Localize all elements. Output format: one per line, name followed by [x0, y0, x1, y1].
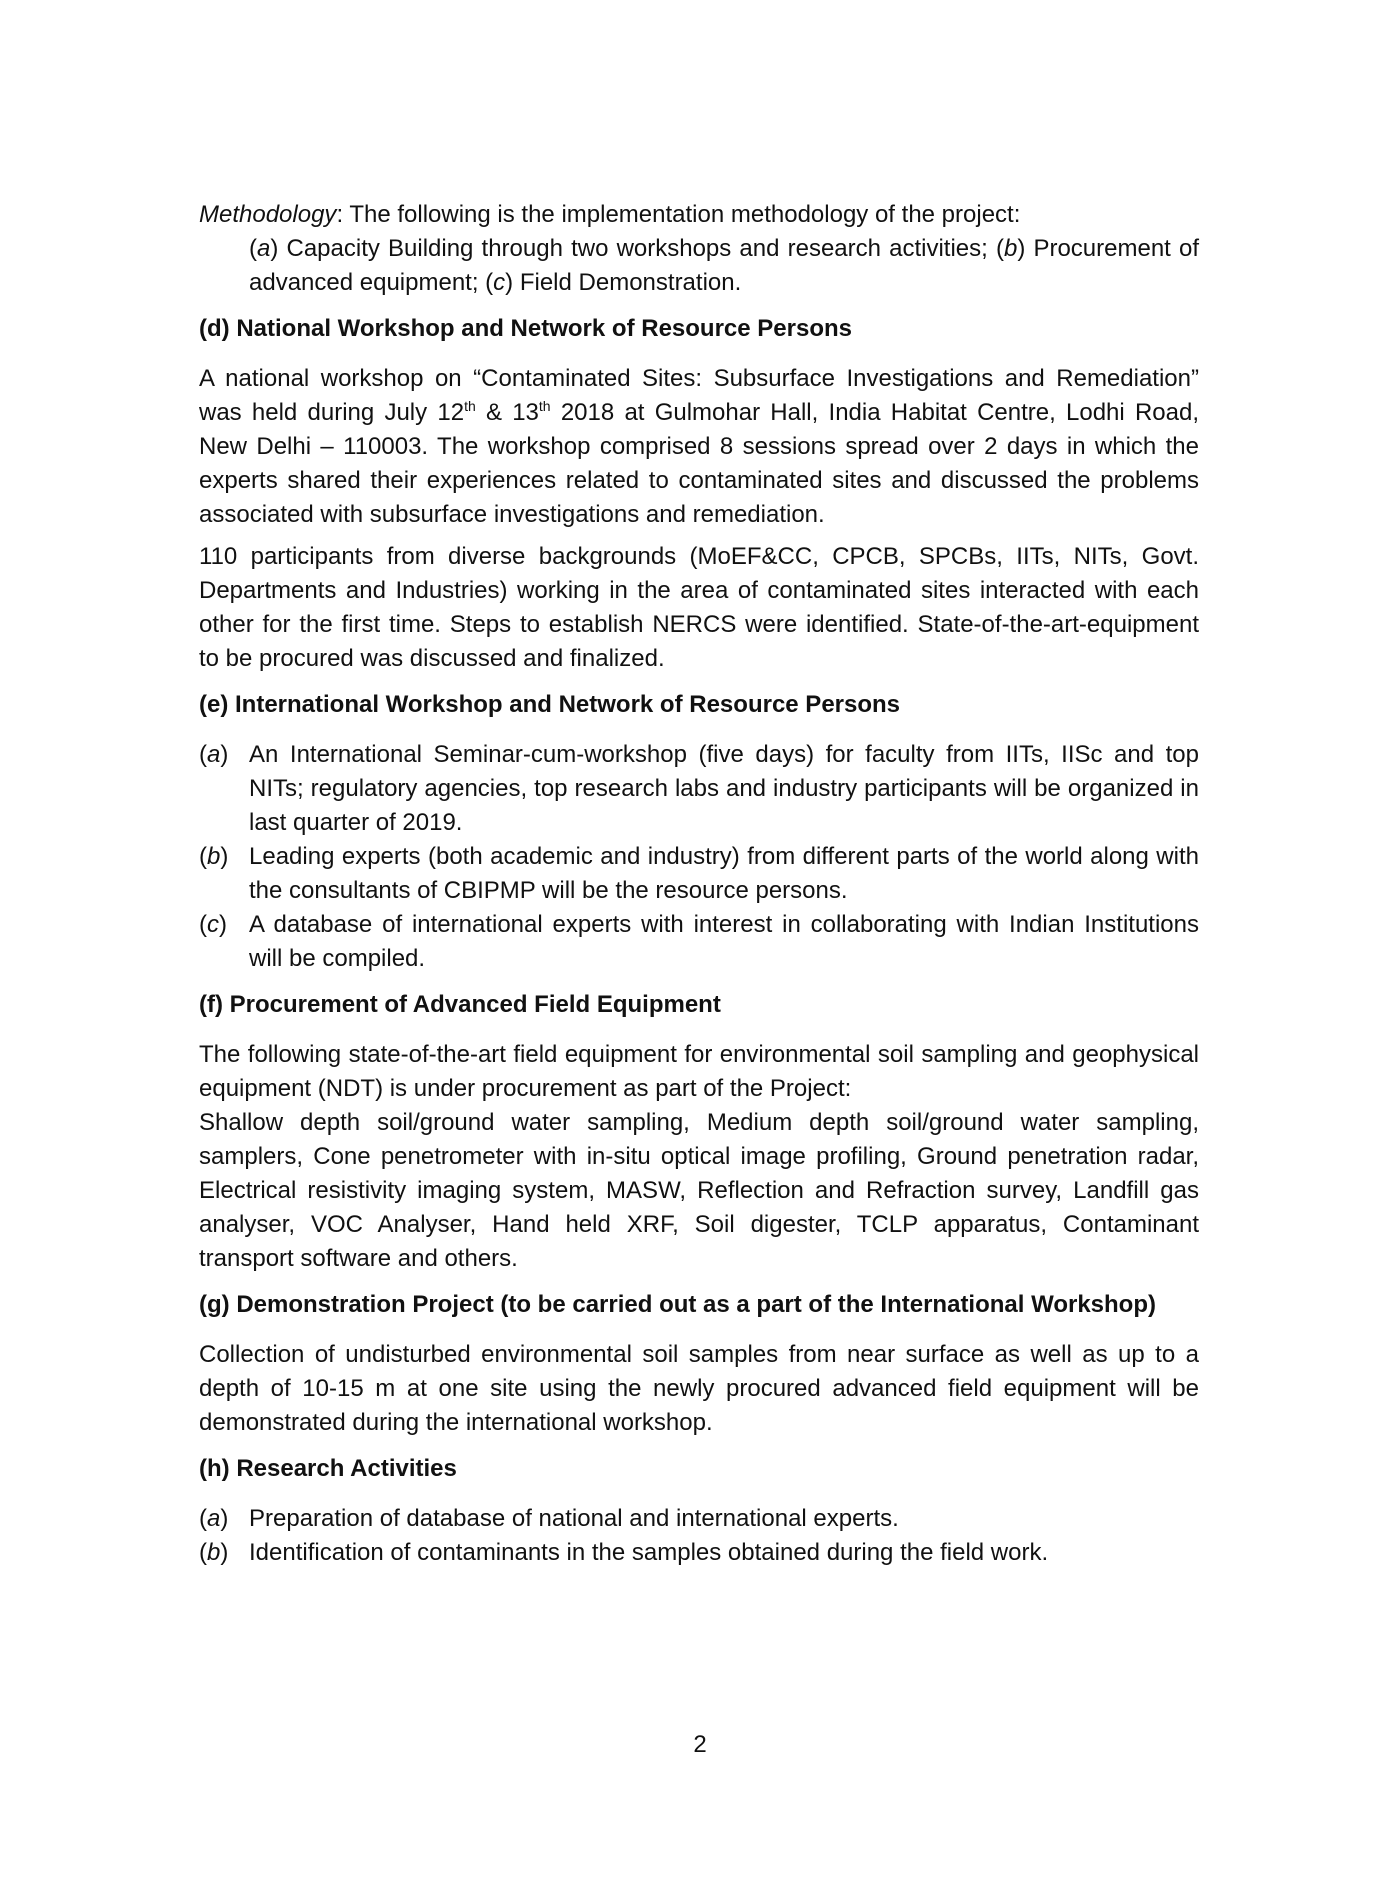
- section-e-list: [199, 738, 1199, 976]
- list-item-label: (b): [199, 1539, 229, 1566]
- item-label: c: [493, 269, 506, 296]
- section-e-heading: (e) International Workshop and Network of Resource Persons: [199, 691, 901, 718]
- item-text: Field Demonstration.: [513, 269, 742, 296]
- text-run: & 13: [475, 399, 539, 426]
- methodology-intro-text: : The following is the implementation methodology of the project:: [336, 201, 1021, 228]
- section-h-heading: (h) Research Activities: [199, 1455, 457, 1482]
- list-item-label: (a): [199, 1505, 229, 1532]
- section-g-heading: (g) Demonstration Project (to be carried out as a part of the International Workshop): [199, 1291, 1156, 1318]
- list-item-text: Identification of contaminants in the samples obtained during the field work.: [249, 1539, 1049, 1566]
- item-text: Capacity Building through two workshops and research activities;: [278, 235, 996, 262]
- page-number: 2: [693, 1731, 707, 1758]
- list-item: [199, 1502, 1199, 1536]
- list-item: [199, 1536, 1199, 1570]
- list-item: [199, 738, 1199, 840]
- section-f-equipment-list: Shallow depth soil/ground water sampling, Medium depth soil/ground water sampling, samplers, Cone penetrometer with in-situ optical image profiling, Ground penetration radar, Electrical resistivity imaging system, MASW, Reflection and Refraction survey, Landfill gas analyser, VOC Analyser, Hand held XRF, Soil digester, TCLP apparatus, Contaminant transport software and others.: [199, 1109, 1199, 1272]
- item-text: Procurement of advanced equipment;: [249, 235, 1199, 296]
- superscript: th: [464, 398, 476, 414]
- text-run: A national workshop on “Contaminated Sites: Subsurface Investigations and Remediation” was held during July 12: [199, 365, 1199, 426]
- methodology-items: (a) Capacity Building through two workshops and research activities; (b) Procurement of advanced equipment; (c) Field Demonstration.: [249, 235, 1199, 296]
- section-d-heading: (d) National Workshop and Network of Resource Persons: [199, 315, 852, 342]
- section-h-list: [199, 1502, 1199, 1570]
- list-item-label: (c): [199, 911, 227, 938]
- section-f-paragraph-1: The following state-of-the-art field equipment for environmental soil sampling and geophysical equipment (NDT) is under procurement as part of the Project:: [199, 1041, 1199, 1102]
- section-f-heading: (f) Procurement of Advanced Field Equipment: [199, 991, 721, 1018]
- list-item: [199, 908, 1199, 976]
- superscript: th: [538, 398, 551, 414]
- text-run: 2018 at Gulmohar Hall, India Habitat Centre, Lodhi Road, New Delhi – 110003. The workshop comprised 8 sessions spread over 2 days in which the experts shared their experiences related to contaminated sites and discussed the problems associated with subsurface investigations and remediation.: [199, 399, 1200, 528]
- list-item: [199, 840, 1199, 908]
- item-label: a: [257, 235, 271, 262]
- item-label: b: [1003, 235, 1018, 262]
- methodology-label: Methodology: [199, 201, 337, 228]
- list-item-text: Preparation of database of national and international experts.: [249, 1505, 899, 1532]
- list-item-text: A database of international experts with interest in collaborating with Indian Institutions will be compiled.: [249, 911, 1199, 972]
- section-g-paragraph: Collection of undisturbed environmental soil samples from near surface as well as up to a depth of 10-15 m at one site using the newly procured advanced field equipment will be demonstrated during the international workshop.: [199, 1341, 1199, 1436]
- methodology-intro: [199, 198, 1199, 232]
- list-item-text: An International Seminar-cum-workshop (five days) for faculty from IITs, IISc and top NITs; regulatory agencies, top research labs and industry participants will be organized in last quarter of 2019.: [249, 741, 1199, 836]
- document-page: [199, 198, 1199, 1578]
- section-d-paragraph-2: 110 participants from diverse backgrounds (MoEF&CC, CPCB, SPCBs, IITs, NITs, Govt. Departments and Industries) working in the area of contaminated sites interacted with each other for the first time. Steps to establish NERCS were identified. State-of-the-art-equipment to be procured was discussed and finalized.: [199, 543, 1199, 672]
- list-item-label: (a): [199, 741, 229, 768]
- list-item-label: (b): [199, 843, 229, 870]
- list-item-text: Leading experts (both academic and industry) from different parts of the world along with the consultants of CBIPMP will be the resource persons.: [249, 843, 1199, 904]
- section-d-paragraph-1: [199, 362, 1199, 532]
